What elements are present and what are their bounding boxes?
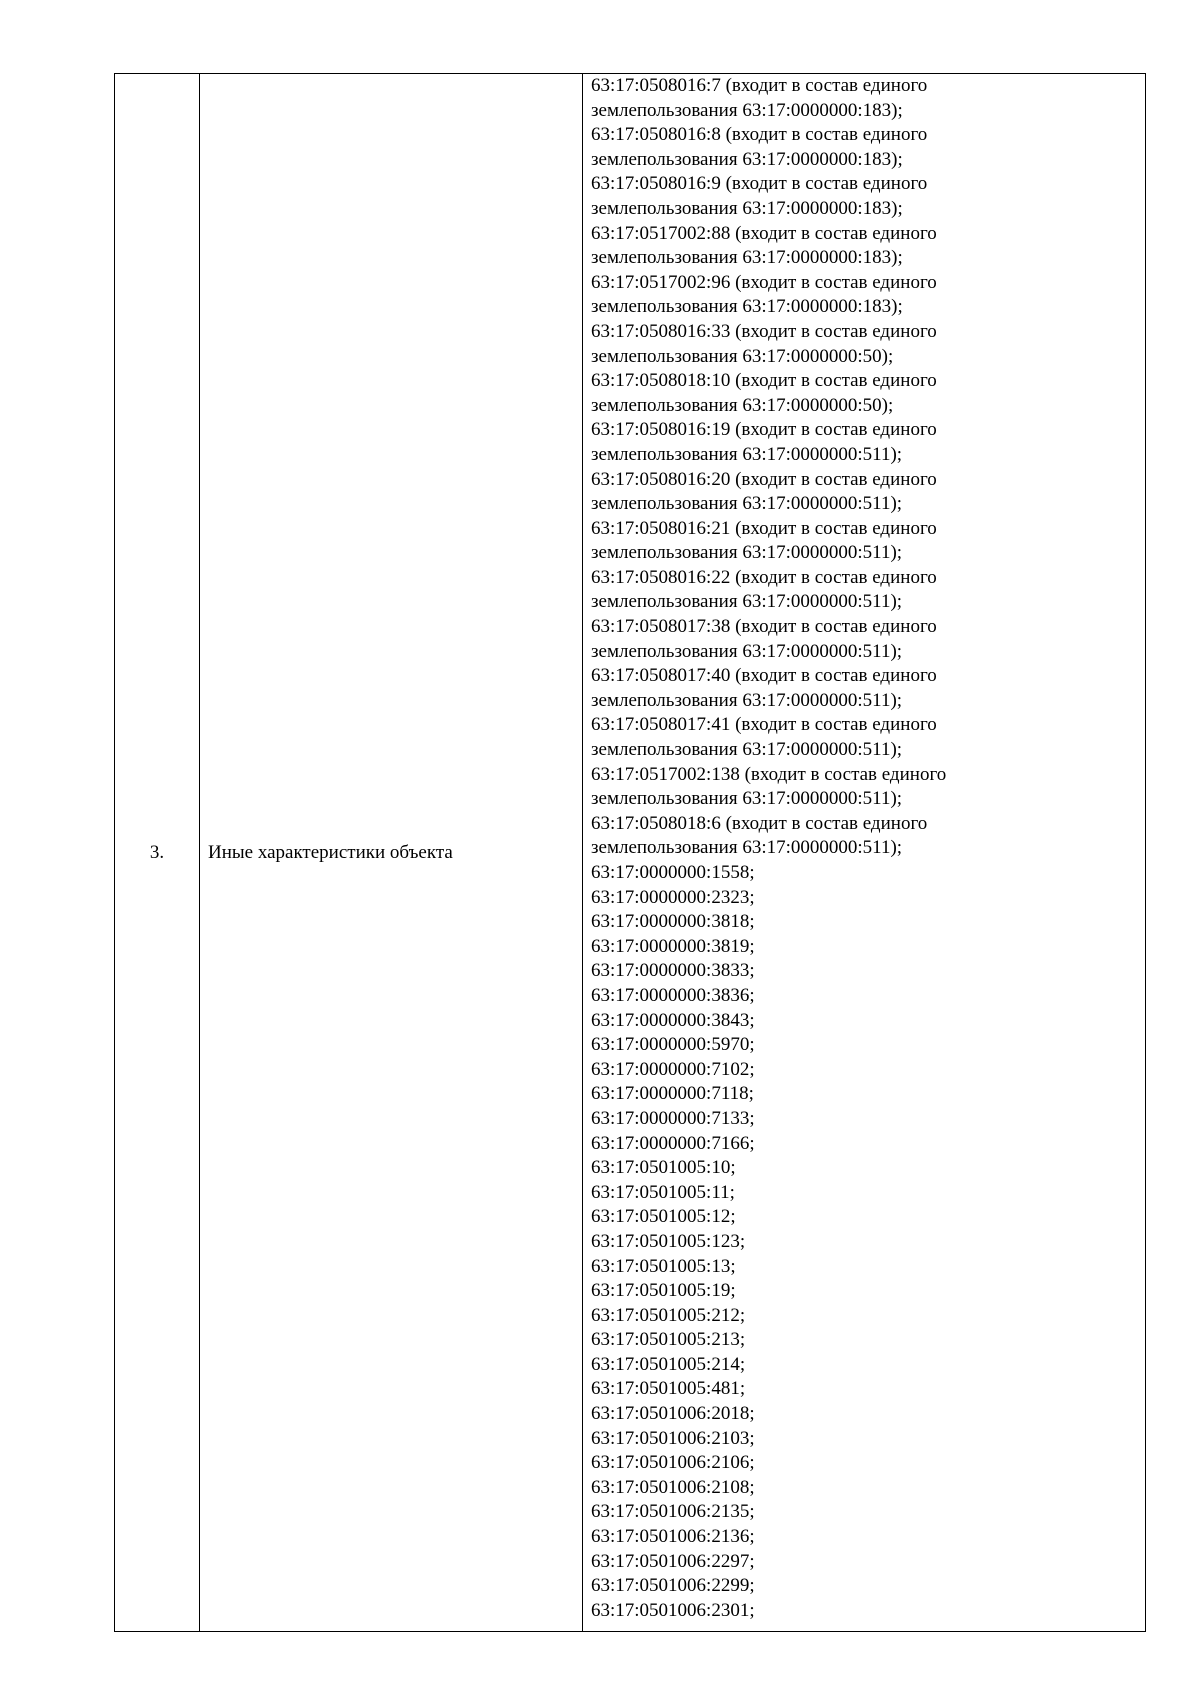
table-row: [115, 74, 1146, 1632]
cadastral-number-line: 63:17:0501006:2299;: [591, 1575, 755, 1597]
cadastral-number-line: 63:17:0508016:9 (входит в состав единого: [591, 173, 928, 195]
cadastral-number-line: 63:17:0501006:2103;: [591, 1427, 755, 1449]
cadastral-number-line: землепользования 63:17:0000000:511);: [591, 591, 903, 613]
cadastral-number-line: 63:17:0501005:212;: [591, 1304, 746, 1326]
cadastral-number-line: 63:17:0501006:2301;: [591, 1599, 755, 1621]
cadastral-number-line: 63:17:0000000:3843;: [591, 1009, 755, 1031]
cadastral-number-line: 63:17:0508018:10 (входит в состав единого: [591, 370, 937, 392]
cadastral-number-line: 63:17:0508018:6 (входит в состав единого: [591, 812, 928, 834]
cadastral-number-line: 63:17:0517002:138 (входит в состав единого: [591, 763, 947, 785]
cadastral-number-line: 63:17:0501006:2136;: [591, 1526, 755, 1548]
cadastral-number-line: землепользования 63:17:0000000:511);: [591, 837, 903, 859]
cadastral-number-line: 63:17:0517002:88 (входит в состав единого: [591, 222, 937, 244]
cadastral-number-line: 63:17:0000000:7118;: [591, 1083, 754, 1105]
cadastral-number-line: 63:17:0508016:22 (входит в состав единого: [591, 566, 937, 588]
cadastral-number-line: 63:17:0508016:19 (входит в состав единого: [591, 419, 937, 441]
cadastral-number-line: землепользования 63:17:0000000:511);: [591, 493, 903, 515]
cadastral-number-line: землепользования 63:17:0000000:183);: [591, 148, 903, 170]
cadastral-number-line: 63:17:0508016:20 (входит в состав единого: [591, 468, 937, 490]
cadastral-number-line: 63:17:0000000:1558;: [591, 862, 755, 883]
cadastral-number-line: землепользования 63:17:0000000:511);: [591, 542, 903, 564]
cadastral-number-line: 63:17:0501005:13;: [591, 1255, 736, 1277]
cadastral-number-line: 63:17:0501005:11;: [591, 1181, 735, 1203]
row-values: [583, 74, 1146, 1632]
cadastral-number-line: землепользования 63:17:0000000:183);: [591, 99, 903, 121]
cadastral-number-line: 63:17:0501005:214;: [591, 1353, 746, 1375]
characteristics-table: [114, 73, 1146, 1632]
cadastral-number-line: 63:17:0501005:12;: [591, 1206, 736, 1228]
cadastral-number-line: землепользования 63:17:0000000:50);: [591, 345, 894, 367]
cadastral-number-line: 63:17:0501005:123;: [591, 1230, 746, 1252]
cadastral-number-line: землепользования 63:17:0000000:183);: [591, 197, 903, 219]
cadastral-number-line: 63:17:0508016:33 (входит в состав единого: [591, 320, 937, 342]
cadastral-number-line: 63:17:0508016:7 (входит в состав единого: [591, 75, 928, 96]
cadastral-number-line: 63:17:0000000:3819;: [591, 935, 755, 957]
cadastral-number-line: 63:17:0508017:40 (входит в состав единого: [591, 665, 937, 687]
cadastral-number-line: землепользования 63:17:0000000:511);: [591, 443, 903, 465]
cadastral-number-line: землепользования 63:17:0000000:511);: [591, 640, 903, 662]
cadastral-number-line: 63:17:0000000:3833;: [591, 960, 755, 982]
cadastral-number-line: землепользования 63:17:0000000:183);: [591, 296, 903, 318]
cadastral-number-line: 63:17:0501005:481;: [591, 1378, 746, 1400]
cadastral-number-line: 63:17:0000000:3836;: [591, 984, 755, 1006]
cadastral-number-line: 63:17:0000000:2323;: [591, 886, 755, 908]
cadastral-number-line: 63:17:0508016:8 (входит в состав единого: [591, 124, 928, 146]
row-label: Иные характеристики объекта: [200, 74, 583, 1632]
cadastral-number-line: 63:17:0501006:2106;: [591, 1452, 755, 1474]
cadastral-number-line: 63:17:0501006:2108;: [591, 1476, 755, 1498]
cadastral-number-line: 63:17:0501005:213;: [591, 1329, 746, 1351]
cadastral-number-line: 63:17:0000000:7102;: [591, 1058, 755, 1080]
cadastral-number-line: 63:17:0000000:5970;: [591, 1034, 755, 1056]
cadastral-number-line: 63:17:0501005:19;: [591, 1280, 736, 1302]
cadastral-number-line: 63:17:0508017:38 (входит в состав единого: [591, 616, 937, 638]
cadastral-number-line: землепользования 63:17:0000000:183);: [591, 247, 903, 269]
cadastral-number-line: 63:17:0501006:2135;: [591, 1501, 755, 1523]
cadastral-number-line: 63:17:0508016:21 (входит в состав единого: [591, 517, 937, 539]
cadastral-number-line: 63:17:0501006:2297;: [591, 1550, 755, 1572]
cadastral-number-line: 63:17:0501006:2018;: [591, 1403, 755, 1425]
cadastral-number-line: землепользования 63:17:0000000:50);: [591, 394, 894, 416]
row-number: 3.: [115, 74, 200, 1632]
cadastral-number-line: 63:17:0501005:10;: [591, 1157, 736, 1179]
cadastral-number-line: 63:17:0508017:41 (входит в состав единого: [591, 714, 937, 736]
cadastral-number-line: землепользования 63:17:0000000:511);: [591, 739, 903, 761]
cadastral-number-line: 63:17:0000000:3818;: [591, 911, 755, 933]
cadastral-number-line: землепользования 63:17:0000000:511);: [591, 788, 903, 810]
cadastral-number-line: 63:17:0000000:7133;: [591, 1107, 755, 1129]
cadastral-number-line: землепользования 63:17:0000000:511);: [591, 689, 903, 711]
cadastral-number-line: 63:17:0517002:96 (входит в состав единого: [591, 271, 937, 293]
cadastral-number-line: 63:17:0000000:7166;: [591, 1132, 755, 1154]
